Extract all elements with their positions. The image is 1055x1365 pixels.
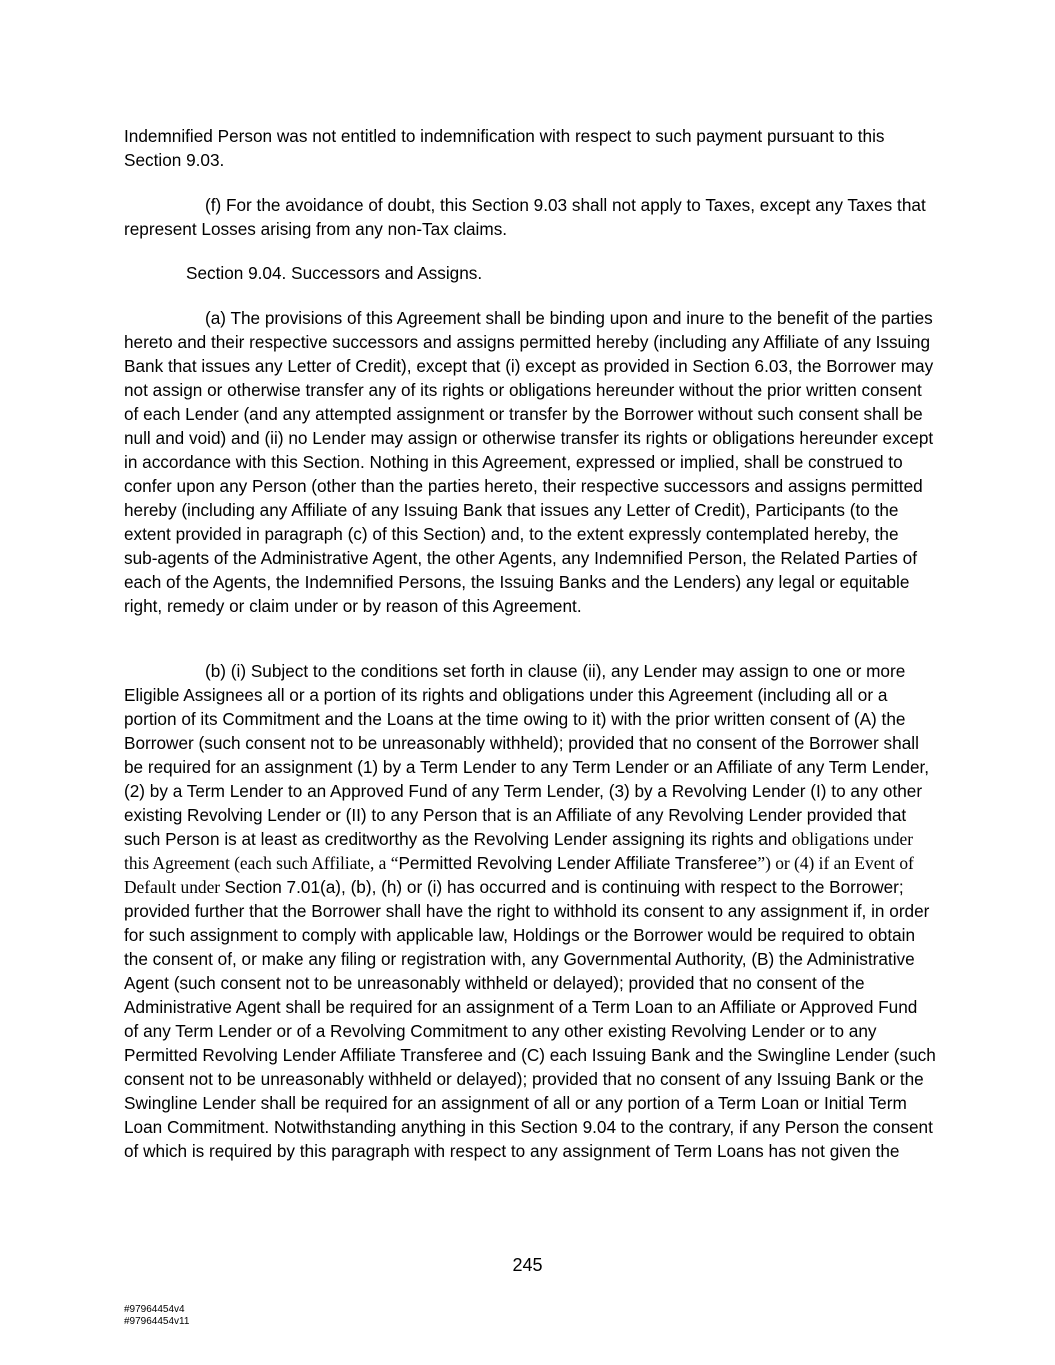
document-ids [124, 1304, 189, 1328]
section-heading: Section 9.04. Successors and Assigns. [186, 263, 483, 283]
doc-id-2: #97964454v11 [124, 1316, 190, 1327]
paragraph-f: (f) For the avoidance of doubt, this Section 9.03 shall not apply to Taxes, except any Taxes that represent Losses arising from any non-Tax claims. [124, 195, 926, 239]
page-number: 245 [512, 1255, 543, 1275]
paragraph-b-defined-term: Permitted Revolving Lender Affiliate Transferee [398, 853, 758, 873]
doc-id-1: #97964454v4 [124, 1304, 185, 1315]
paragraph-b-text-1: (b) (i) Subject to the conditions set forth in clause (ii), any Lender may assign to one or more Eligible Assignees all or a portion of its rights and obligations under this Agreement (including all or a portion of its Commitment and the Loans at the time owing to it) with the prior written consent of (A) the Borrower (such consent not to be unreasonably withheld); provided that no consent of the Borrower shall be required for an assignment (1) by a Term Lender to any Term Lender or an Affiliate of any Term Lender, (2) by a Term Lender to an Approved Fund of any Term Lender, (3) by a Revolving Lender (I) to any other existing Revolving Lender or (II) to any Person that is an Affiliate of any Revolving Lender provided that such Person is at least as creditworthy as the Revolving Lender assigning its rights and [124, 661, 930, 849]
paragraph-b-text-3: Section 7.01(a), (b), (h) or (i) has occurred and is continuing with respect to the Borrower; provided further that the Borrower shall have the right to withhold its consent to any assignment if, in order for such assignment to comply with applicable law, Holdings or the Borrower would be required to obtain the consent of, or make any filing or registration with, any Governmental Authority, (B) the Administrative Agent (such consent not to be unreasonably withheld or delayed); provided that no consent of the Administrative Agent shall be required for an assignment of a Term Loan to an Affiliate or Approved Fund of any Term Lender or of a Revolving Commitment to any other existing Revolving Lender or to any Permitted Revolving Lender Affiliate Transferee and (C) each Issuing Bank and the Swingline Lender (such consent not to be unreasonably withheld or delayed); provided that no consent of any Issuing Bank or the Swingline Lender shall be required for an assignment of all or any portion of a Term Loan or Initial Term Loan Commitment. Notwithstanding anything in this Section 9.04 to the contrary, if any Person the consent of which is required by this paragraph with respect to any assignment of Term Loans has not given the [124, 877, 936, 1161]
paragraph-b-serif-1: obligations under this Agreement (each such Affiliate, a “ [124, 829, 914, 873]
paragraph-b-serif-2: ”) or (4) if an Event of Default under [124, 853, 914, 897]
paragraph-continuation: Indemnified Person was not entitled to indemnification with respect to such payment pursuant to this Section 9.03. [124, 126, 885, 170]
paragraph-a: (a) The provisions of this Agreement shall be binding upon and inure to the benefit of the parties hereto and their respective successors and assigns permitted hereby (including any Affiliate of any Issuing Bank that issues any Letter of Credit), except that (i) except as provided in Section 6.03, the Borrower may not assign or otherwise transfer any of its rights or obligations hereunder without the prior written consent of each Lender (and any attempted assignment or transfer by the Borrower without such consent shall be null and void) and (ii) no Lender may assign or otherwise transfer its rights or obligations hereunder except in accordance with this Section. Nothing in this Agreement, expressed or implied, shall be construed to confer upon any Person (other than the parties hereto, their respective successors and assigns permitted hereby (including any Affiliate of any Issuing Bank that issues any Letter of Credit), Participants (to the extent provided in paragraph (c) of this Section) and, to the extent expressly contemplated hereby, the sub-agents of the Administrative Agent, the other Agents, any Indemnified Person, the Related Parties of each of the Agents, the Indemnified Persons, the Issuing Banks and the Lenders) any legal or equitable right, remedy or claim under or by reason of this Agreement. [124, 308, 934, 616]
paragraph-b [124, 659, 936, 1163]
